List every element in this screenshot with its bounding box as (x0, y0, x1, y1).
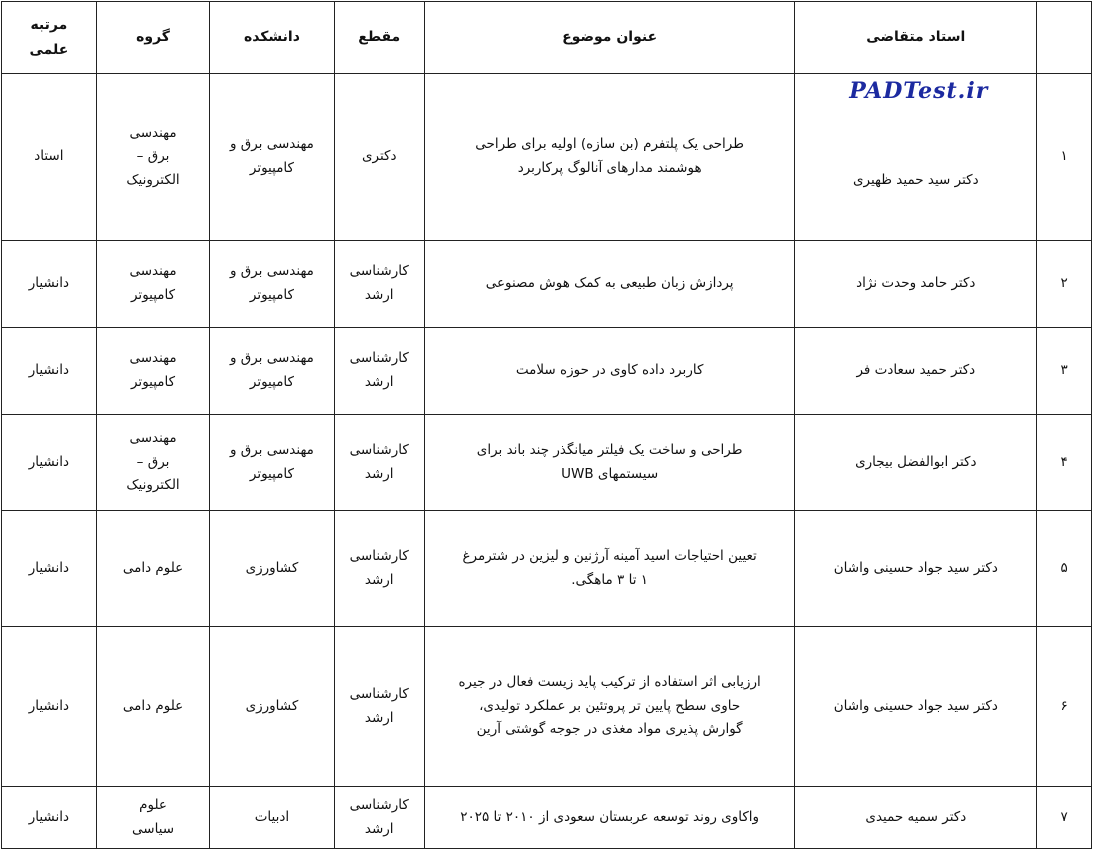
academic-rank: دانشیار (2, 415, 97, 511)
row-number: ۶ (1037, 627, 1092, 787)
row-number: ۷ (1037, 787, 1092, 849)
row-number: ۲ (1037, 241, 1092, 328)
professor-name: دکتر سمیه حمیدی (795, 787, 1037, 849)
professor-name: دکتر سید جواد حسینی واشان (795, 627, 1037, 787)
table-row (2, 511, 1092, 627)
department-group: علوم دامی (96, 511, 210, 627)
faculty: کشاورزی (210, 511, 334, 627)
faculty: مهندسی برق و کامپیوتر (210, 328, 334, 415)
research-topics-table (1, 1, 1092, 849)
table-row (2, 787, 1092, 849)
academic-rank: دانشیار (2, 328, 97, 415)
academic-rank: دانشیار (2, 241, 97, 328)
academic-rank: دانشیار (2, 787, 97, 849)
header-number (1037, 2, 1092, 74)
professor-name: دکتر حامد وحدت نژاد (795, 241, 1037, 328)
degree-level: کارشناسی ارشد (334, 511, 424, 627)
degree-level: کارشناسی ارشد (334, 627, 424, 787)
faculty: مهندسی برق و کامپیوتر (210, 415, 334, 511)
topic-title: طراحی و ساخت یک فیلتر میانگذر چند باند برای سیستمهای UWB (424, 415, 794, 511)
header-title: عنوان موضوع (424, 2, 794, 74)
professor-name: دکتر سید جواد حسینی واشان (795, 511, 1037, 627)
department-group: مهندسی کامپیوتر (96, 328, 210, 415)
degree-level: کارشناسی ارشد (334, 328, 424, 415)
topic-title: پردازش زبان طبیعی به کمک هوش مصنوعی (424, 241, 794, 328)
professor-cell (795, 74, 1037, 241)
topic-title: طراحی یک پلتفرم (بن سازه) اولیه برای طراحی هوشمند مدارهای آنالوگ پرکاربرد (424, 74, 794, 241)
faculty: کشاورزی (210, 627, 334, 787)
row-number: ۳ (1037, 328, 1092, 415)
academic-rank: استاد (2, 74, 97, 241)
faculty: مهندسی برق و کامپیوتر (210, 74, 334, 241)
academic-rank: دانشیار (2, 511, 97, 627)
professor-name: دکتر حمید سعادت فر (795, 328, 1037, 415)
topic-title: ارزیابی اثر استفاده از ترکیب پاید زیست فعال در جیره حاوی سطح پایین تر پروتئین بر عملکرد تولیدی، گوارش پذیری مواد مغذی در جوجه گوشتی آرین (424, 627, 794, 787)
academic-rank: دانشیار (2, 627, 97, 787)
watermark-logo: PADTest.ir (849, 78, 989, 104)
department-group: مهندسی برق – الکترونیک (96, 415, 210, 511)
department-group: علوم دامی (96, 627, 210, 787)
table-row (2, 241, 1092, 328)
professor-name: دکتر ابوالفضل بیجاری (795, 415, 1037, 511)
topic-title: واکاوی روند توسعه عربستان سعودی از ۲۰۱۰ تا ۲۰۲۵ (424, 787, 794, 849)
table-row (2, 415, 1092, 511)
faculty: ادبیات (210, 787, 334, 849)
table-row (2, 328, 1092, 415)
degree-level: کارشناسی ارشد (334, 415, 424, 511)
row-number: ۵ (1037, 511, 1092, 627)
degree-level: دکتری (334, 74, 424, 241)
header-row (2, 2, 1092, 74)
table-row (2, 74, 1092, 241)
row-number: ۱ (1037, 74, 1092, 241)
topic-title: تعیین احتیاجات اسید آمینه آرژنین و لیزین در شترمرغ ۱ تا ۳ ماهگی. (424, 511, 794, 627)
header-professor: استاد متقاضی (795, 2, 1037, 74)
header-group: گروه (96, 2, 210, 74)
table-row (2, 627, 1092, 787)
department-group: مهندسی کامپیوتر (96, 241, 210, 328)
topic-title: کاربرد داده کاوی در حوزه سلامت (424, 328, 794, 415)
row-number: ۴ (1037, 415, 1092, 511)
professor-name: دکتر سید حمید ظهیری (852, 171, 979, 188)
header-level: مقطع (334, 2, 424, 74)
degree-level: کارشناسی ارشد (334, 787, 424, 849)
department-group: علوم سیاسی (96, 787, 210, 849)
department-group: مهندسی برق – الکترونیک (96, 74, 210, 241)
header-faculty: دانشکده (210, 2, 334, 74)
faculty: مهندسی برق و کامپیوتر (210, 241, 334, 328)
header-rank: مرتبه علمی (2, 2, 97, 74)
degree-level: کارشناسی ارشد (334, 241, 424, 328)
